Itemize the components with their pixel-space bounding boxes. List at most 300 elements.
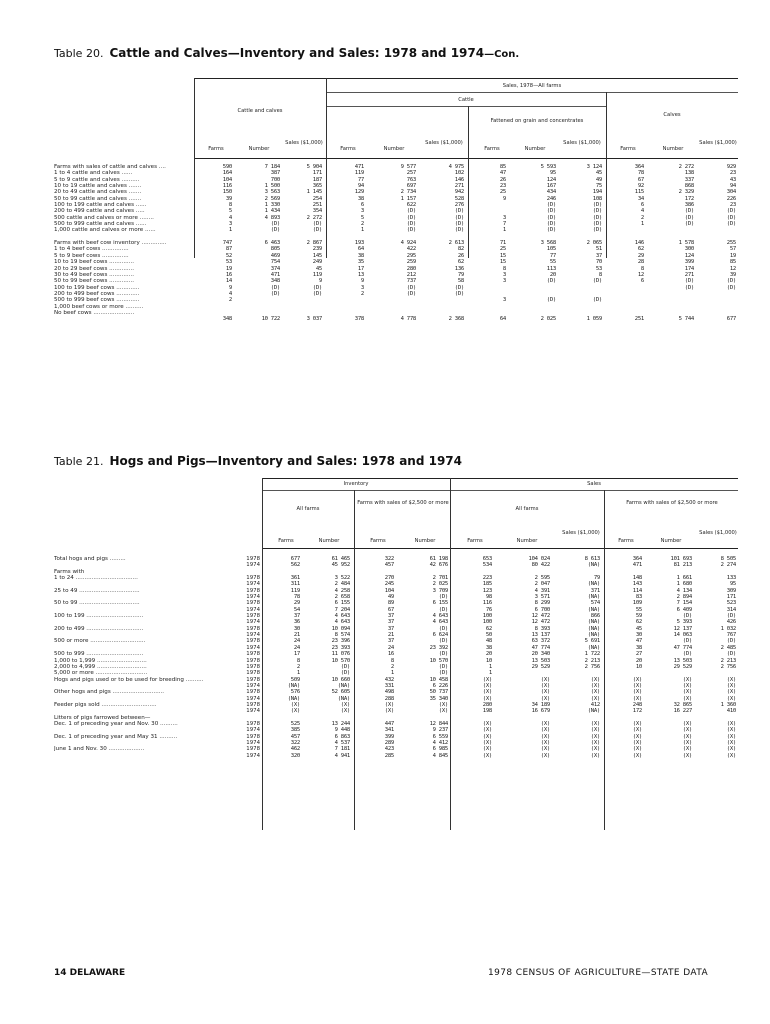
- table-cell: 7 181: [334, 746, 350, 753]
- row-stub: 500 or more ...............................: [54, 638, 146, 645]
- table-cell: 4: [640, 208, 644, 215]
- table-cell: 562: [290, 562, 300, 569]
- table-cell: 288: [384, 695, 394, 702]
- table-cell: 114: [632, 587, 642, 594]
- table-cell: (X): [290, 708, 300, 715]
- table-cell: 16: [387, 651, 394, 658]
- table-cell: 55: [635, 606, 642, 613]
- table-cell: 509: [290, 676, 300, 683]
- row-year: 1978: [246, 613, 260, 620]
- table-cell: (X): [438, 708, 448, 715]
- table-cell: 2 756: [720, 663, 736, 670]
- table-cell: (D): [684, 221, 694, 228]
- t20-h-farms-1: Farms: [208, 146, 224, 152]
- table-cell: 6: [360, 202, 364, 209]
- t21-rule-sub: [262, 490, 738, 491]
- table-cell: 185: [482, 581, 492, 588]
- table-cell: 3 709: [432, 587, 448, 594]
- row-stub: 1 to 24 ...................................: [54, 575, 138, 582]
- table-cell: 98: [485, 594, 492, 601]
- table-cell: 37: [387, 613, 394, 620]
- table-cell: 11 076: [331, 651, 350, 658]
- table-cell: 62: [637, 246, 644, 253]
- t20-rule-header-bottom: [194, 158, 738, 159]
- table-cell: 116: [482, 600, 492, 607]
- table-cell: 20: [485, 651, 492, 658]
- table-cell: 77: [357, 176, 364, 183]
- table-cell: 94: [729, 183, 736, 190]
- table-cell: 37: [595, 252, 602, 259]
- data-column: [500, 556, 550, 759]
- table-cell: (D): [726, 278, 736, 285]
- table-cell: (X): [682, 739, 692, 746]
- table-cell: 20: [635, 657, 642, 664]
- t21-vline-3: [450, 478, 451, 830]
- table-cell: (D): [406, 290, 416, 297]
- t21-header-sales: Sales: [587, 481, 601, 487]
- table-cell: 10 660: [331, 676, 350, 683]
- table-cell: (X): [540, 752, 550, 759]
- table-cell: 289: [384, 739, 394, 746]
- table-cell: 10 458: [429, 676, 448, 683]
- table-cell: 410: [726, 708, 736, 715]
- row-year: 1978: [246, 651, 260, 658]
- table-cell: 525: [290, 720, 300, 727]
- table-cell: 2 867: [306, 240, 322, 247]
- table-cell: 3: [502, 271, 506, 278]
- table-cell: (D): [684, 208, 694, 215]
- table-cell: 9: [502, 195, 506, 202]
- table-cell: 5 904: [306, 164, 322, 170]
- table-cell: (X): [726, 682, 736, 689]
- table-cell: (D): [438, 663, 448, 670]
- table-cell: 37: [293, 613, 300, 620]
- row-year: 1974: [246, 581, 260, 588]
- table-cell: 23: [729, 202, 736, 209]
- table-cell: 399: [384, 733, 394, 740]
- table-cell: 1 330: [264, 202, 280, 209]
- data-column: [556, 556, 600, 759]
- table-cell: (D): [592, 297, 602, 304]
- table-cell: (X): [540, 695, 550, 702]
- table-cell: 8 299: [534, 600, 550, 607]
- table-cell: 32 865: [673, 701, 692, 708]
- table-cell: 30: [293, 625, 300, 632]
- row-stub: Farms with beef cow inventory ..............: [54, 240, 167, 247]
- table-cell: 70: [595, 259, 602, 266]
- table-cell: 462: [290, 746, 300, 753]
- table-cell: 138: [684, 170, 694, 177]
- table-cell: (D): [546, 278, 556, 285]
- table-cell: 47: [499, 170, 506, 177]
- table-cell: (X): [590, 695, 600, 702]
- table-cell: 337: [684, 176, 694, 183]
- row-stub: No beef cows .......................: [54, 309, 135, 316]
- table-cell: 4 778: [400, 316, 416, 323]
- table-cell: (D): [546, 214, 556, 221]
- table-cell: 6: [640, 278, 644, 285]
- row-stub: 50 to 99 beef cows ..............: [54, 278, 135, 285]
- table-cell: 2 613: [448, 240, 464, 247]
- table-cell: 6 985: [432, 746, 448, 753]
- table-cell: 2 272: [306, 214, 322, 221]
- table-cell: 14 063: [673, 632, 692, 639]
- data-column: [420, 164, 464, 323]
- row-year: 1978: [246, 663, 260, 670]
- data-column: [370, 164, 416, 323]
- table-cell: 10 722: [261, 316, 280, 323]
- table-cell: 8 574: [334, 632, 350, 639]
- table-cell: (D): [270, 221, 280, 228]
- table-cell: 4 975: [448, 164, 464, 170]
- table-cell: 10 094: [331, 625, 350, 632]
- table-cell: 3 522: [334, 575, 350, 582]
- table-cell: (D): [726, 208, 736, 215]
- table-cell: (X): [482, 746, 492, 753]
- row-year: 1978: [246, 746, 260, 753]
- row-stub: 200 to 499 beef cows .............: [54, 290, 140, 297]
- table-cell: 8: [640, 265, 644, 272]
- table-cell: 55: [549, 259, 556, 266]
- table-cell: 13 503: [673, 657, 692, 664]
- row-year: 1978: [246, 676, 260, 683]
- table-cell: 2: [390, 663, 394, 670]
- t21-header-inventory: Inventory: [343, 481, 369, 487]
- table-cell: 8: [598, 271, 602, 278]
- table-cell: 29: [293, 600, 300, 607]
- table-cell: (NA): [587, 562, 600, 569]
- table-cell: 7 184: [264, 164, 280, 170]
- data-column: [356, 556, 394, 759]
- table-cell: (X): [590, 689, 600, 696]
- table-cell: 399: [684, 259, 694, 266]
- table-cell: 2 658: [334, 594, 350, 601]
- table-cell: 12 844: [429, 720, 448, 727]
- table-cell: 21: [293, 632, 300, 639]
- table-cell: (D): [454, 208, 464, 215]
- table-cell: 167: [546, 183, 556, 190]
- table-cell: (X): [682, 682, 692, 689]
- t21-header-farms-sales: Farms with sales of $2,500 or more: [626, 500, 718, 506]
- data-column: [696, 164, 736, 323]
- table-cell: 246: [546, 195, 556, 202]
- table-cell: 280: [482, 701, 492, 708]
- row-stub: 500 to 999 beef cows .............: [54, 297, 140, 304]
- table-cell: (D): [438, 606, 448, 613]
- table-cell: 2 734: [400, 189, 416, 196]
- t21-header-farms-2500: Farms with sales of $2,500 or more: [357, 500, 449, 506]
- t20-h-sales-3: Sales ($1,000): [563, 140, 601, 146]
- table-cell: 3 571: [534, 594, 550, 601]
- t20-h-sales-4: Sales ($1,000): [699, 140, 737, 146]
- table-cell: (X): [540, 676, 550, 683]
- row-year: 1978: [246, 720, 260, 727]
- table-cell: 574: [590, 600, 600, 607]
- table-cell: (X): [726, 752, 736, 759]
- table-cell: 34: [637, 195, 644, 202]
- table-cell: 38: [635, 644, 642, 651]
- table-cell: 171: [312, 170, 322, 177]
- table-cell: (X): [726, 695, 736, 702]
- t21-h-number-2: Number: [414, 538, 436, 544]
- data-column: [236, 164, 280, 323]
- table-cell: 105: [546, 246, 556, 253]
- table-cell: 64: [499, 316, 506, 323]
- table-cell: (D): [270, 284, 280, 291]
- table-cell: 371: [590, 587, 600, 594]
- table-cell: 385: [290, 727, 300, 734]
- table-cell: 469: [270, 252, 280, 259]
- t21-vline-1: [262, 478, 263, 830]
- table-cell: 1 661: [676, 575, 692, 582]
- table-cell: 146: [454, 176, 464, 183]
- table-cell: 23: [499, 183, 506, 190]
- table-cell: (D): [592, 278, 602, 285]
- t21-header-all-farms-sales: All farms: [515, 506, 539, 512]
- table-cell: 3 124: [586, 164, 602, 170]
- table-cell: 311: [290, 581, 300, 588]
- table-cell: (X): [682, 689, 692, 696]
- table-cell: 23: [729, 170, 736, 177]
- table-cell: 53: [595, 265, 602, 272]
- row-stub: 500 to 999 ................................: [54, 651, 144, 658]
- table-cell: (NA): [587, 581, 600, 588]
- page-footer-right: 1978 CENSUS OF AGRICULTURE—STATE DATA: [488, 968, 709, 978]
- table-cell: 119: [290, 587, 300, 594]
- table-cell: 38: [357, 195, 364, 202]
- row-stub: 50 to 99 cattle and calves .......: [54, 195, 142, 202]
- table-cell: 116: [222, 183, 232, 190]
- table-cell: 50 737: [429, 689, 448, 696]
- table-cell: 3: [502, 214, 506, 221]
- row-stub: 100 to 199 cattle and calves ......: [54, 202, 147, 209]
- table-cell: 45: [595, 170, 602, 177]
- table-cell: (D): [454, 284, 464, 291]
- t20-rule-sales: [326, 92, 738, 93]
- table-cell: 2 272: [678, 164, 694, 170]
- table-cell: (X): [632, 739, 642, 746]
- table-cell: 677: [726, 316, 736, 323]
- table-cell: 30: [635, 632, 642, 639]
- t21-year-column: [228, 556, 260, 759]
- table-cell: 5 393: [676, 619, 692, 626]
- table-cell: 1 157: [400, 195, 416, 202]
- table-cell: 54: [293, 606, 300, 613]
- table-cell: (D): [312, 221, 322, 228]
- table-20-title: [54, 46, 519, 60]
- table-cell: (X): [482, 676, 492, 683]
- table-cell: 6 155: [432, 600, 448, 607]
- table-cell: 285: [384, 752, 394, 759]
- table-cell: (X): [682, 676, 692, 683]
- table-cell: 249: [312, 259, 322, 266]
- table-cell: (D): [438, 594, 448, 601]
- table-cell: 28: [637, 259, 644, 266]
- row-stub: 1 to 4 cattle and calves ......: [54, 170, 133, 177]
- table-cell: (D): [454, 290, 464, 297]
- table-cell: (D): [726, 613, 736, 620]
- table-cell: 146: [634, 240, 644, 247]
- table-cell: 767: [726, 632, 736, 639]
- table-cell: 61 198: [429, 556, 448, 562]
- table-cell: 109: [632, 600, 642, 607]
- row-year: 1974: [246, 632, 260, 639]
- row-stub: 5,000 or more .............................: [54, 670, 148, 677]
- table-cell: 7: [502, 221, 506, 228]
- t20-h-number-4: Number: [662, 146, 684, 152]
- table-cell: 100: [482, 619, 492, 626]
- table-cell: 95: [729, 581, 736, 588]
- table-cell: 15: [499, 259, 506, 266]
- table-cell: 62: [457, 259, 464, 266]
- table-cell: 104: [222, 176, 232, 183]
- table-cell: 47 774: [673, 644, 692, 651]
- table-cell: 2 213: [584, 657, 600, 664]
- table-21-number: Table 21.: [54, 455, 104, 468]
- table-cell: 23 396: [331, 638, 350, 645]
- row-year: 1978: [246, 600, 260, 607]
- table-cell: 64: [357, 246, 364, 253]
- table-cell: (X): [384, 701, 394, 708]
- table-cell: 61 465: [331, 556, 350, 562]
- table-cell: (X): [482, 720, 492, 727]
- table-cell: 271: [454, 183, 464, 190]
- row-year: 1974: [246, 562, 260, 569]
- row-stub: 1,000 cattle and calves or more ......: [54, 227, 156, 234]
- table-cell: (X): [482, 727, 492, 734]
- table-cell: 348: [222, 316, 232, 323]
- t20-header-fattened: Fattened on grain and concentrates: [490, 118, 584, 124]
- table-cell: 1: [488, 663, 492, 670]
- t21-h-number-3: Number: [516, 538, 538, 544]
- table-cell: (D): [454, 221, 464, 228]
- table-cell: 6 624: [432, 632, 448, 639]
- table-cell: 143: [632, 581, 642, 588]
- t20-header-cattle: Cattle: [458, 97, 474, 103]
- table-cell: 4 845: [432, 752, 448, 759]
- table-cell: 16: [225, 271, 232, 278]
- table-cell: (X): [590, 720, 600, 727]
- table-cell: 172: [684, 195, 694, 202]
- table-cell: (X): [340, 708, 350, 715]
- table-cell: 198: [482, 708, 492, 715]
- table-cell: (D): [270, 290, 280, 297]
- table-cell: 2: [360, 290, 364, 297]
- table-20-number: Table 20.: [54, 47, 104, 60]
- table-cell: 747: [222, 240, 232, 247]
- table-cell: 51: [595, 246, 602, 253]
- table-cell: (X): [632, 752, 642, 759]
- data-column: [560, 164, 602, 323]
- table-cell: 4 537: [334, 739, 350, 746]
- table-cell: (D): [592, 214, 602, 221]
- table-cell: 1 145: [306, 189, 322, 196]
- table-cell: (X): [590, 727, 600, 734]
- table-cell: 471: [270, 271, 280, 278]
- table-cell: 3 037: [306, 316, 322, 323]
- table-cell: 622: [406, 202, 416, 209]
- table-cell: 8: [390, 657, 394, 664]
- table-cell: 101 693: [670, 556, 692, 562]
- table-cell: 314: [726, 606, 736, 613]
- table-cell: 25: [499, 246, 506, 253]
- table-cell: 39: [729, 271, 736, 278]
- table-cell: 1: [488, 670, 492, 677]
- table-cell: 387: [270, 170, 280, 177]
- table-cell: 528: [454, 195, 464, 202]
- table-cell: 47: [635, 638, 642, 645]
- table-cell: (X): [726, 746, 736, 753]
- row-stub: 5 to 9 cattle and calves ..........: [54, 176, 140, 183]
- table-cell: (X): [340, 701, 350, 708]
- table-cell: (D): [546, 202, 556, 209]
- row-year: 1978: [246, 733, 260, 740]
- table-cell: 942: [454, 189, 464, 196]
- table-cell: (NA): [587, 619, 600, 626]
- data-column: [606, 556, 642, 759]
- table-cell: 115: [634, 189, 644, 196]
- table-cell: (X): [682, 752, 692, 759]
- table-cell: 26: [457, 252, 464, 259]
- table-cell: (X): [632, 746, 642, 753]
- table-cell: (D): [340, 663, 350, 670]
- table-cell: 27: [635, 651, 642, 658]
- table-cell: 471: [632, 562, 642, 569]
- table-cell: 386: [684, 202, 694, 209]
- row-year: 1974: [246, 708, 260, 715]
- table-cell: 331: [384, 682, 394, 689]
- row-stub: 200 to 499 cattle and calves .....: [54, 208, 145, 215]
- data-column: [512, 164, 556, 323]
- table-cell: 251: [312, 202, 322, 209]
- table-cell: 754: [270, 259, 280, 266]
- t21-h-farms-2: Farms: [370, 538, 386, 544]
- table-cell: 3: [502, 278, 506, 285]
- table-cell: 119: [312, 271, 322, 278]
- table-cell: 534: [482, 562, 492, 569]
- table-cell: 119: [354, 170, 364, 177]
- table-20-continued: —Con.: [484, 49, 520, 60]
- table-cell: 2 894: [676, 594, 692, 601]
- table-cell: 4 134: [676, 587, 692, 594]
- table-cell: 47 774: [531, 644, 550, 651]
- t20-h-number-3: Number: [524, 146, 546, 152]
- table-cell: 19: [225, 265, 232, 272]
- table-cell: 17: [293, 651, 300, 658]
- t20-rule-cattle: [326, 106, 606, 107]
- table-cell: 212: [406, 271, 416, 278]
- table-cell: (X): [540, 739, 550, 746]
- table-cell: 29 529: [531, 663, 550, 670]
- row-year: 1974: [246, 606, 260, 613]
- t20-header-calves: Calves: [663, 112, 681, 118]
- table-cell: 16 227: [673, 708, 692, 715]
- table-cell: 52: [225, 252, 232, 259]
- table-cell: 6 155: [334, 600, 350, 607]
- table-cell: (X): [482, 739, 492, 746]
- table-cell: 3: [360, 284, 364, 291]
- row-stub: Feeder pigs sold ...............................: [54, 701, 157, 708]
- t20-h-number-2: Number: [383, 146, 405, 152]
- table-cell: 37: [387, 638, 394, 645]
- row-stub: 500 to 999 cattle and calves ......: [54, 221, 147, 228]
- table-cell: 78: [293, 594, 300, 601]
- table-cell: (NA): [587, 644, 600, 651]
- table-cell: 49: [595, 176, 602, 183]
- table-cell: 2 484: [334, 581, 350, 588]
- row-stub: 100 to 199 ................................: [54, 613, 144, 620]
- table-cell: 270: [384, 575, 394, 582]
